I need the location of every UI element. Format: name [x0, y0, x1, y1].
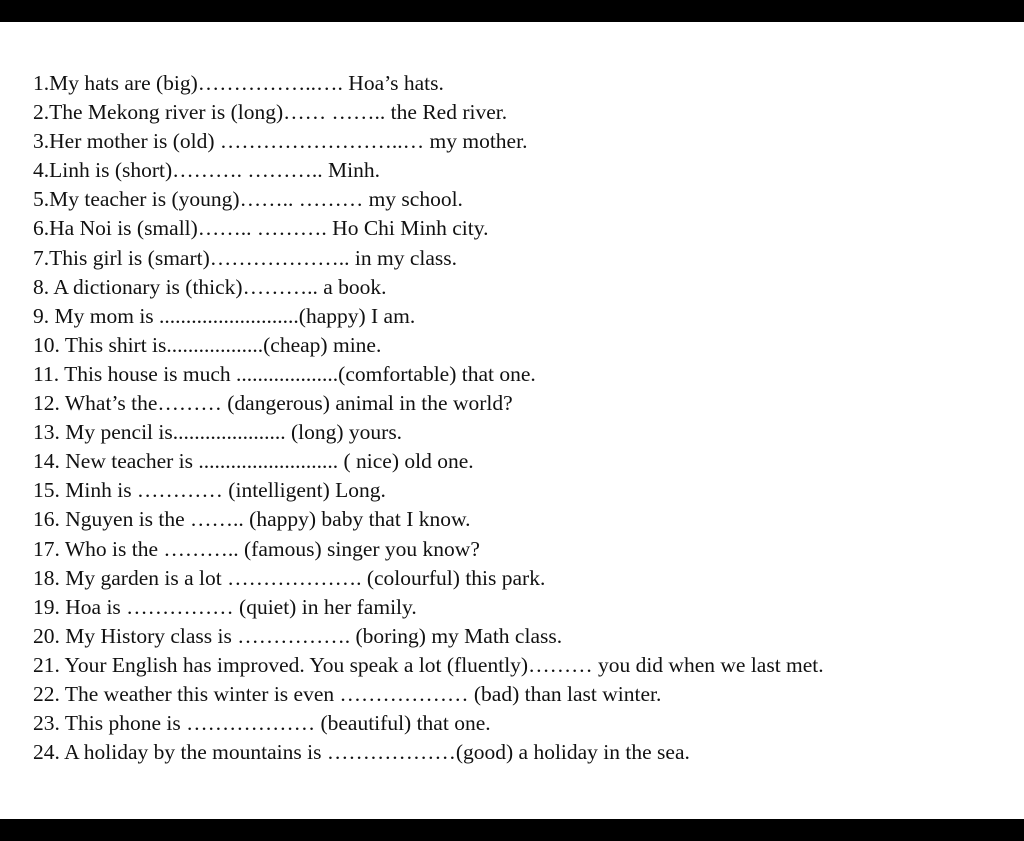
- exercise-item-17: 17. Who is the ……….. (famous) singer you know?: [33, 536, 480, 561]
- exercise-item-20: 20. My History class is ……………. (boring) my Math class.: [33, 623, 563, 648]
- exercise-item-8: 8. A dictionary is (thick)……….. a book.: [33, 274, 387, 299]
- exercise-item-16: 16. Nguyen is the …….. (happy) baby that I know.: [33, 507, 471, 532]
- exercise-item-9: 9. My mom is ..........................(happy) I am.: [33, 303, 416, 328]
- exercise-item-21: 21. Your English has improved. You speak a lot (fluently)……… you did when we last met.: [33, 652, 824, 677]
- exercise-item-10: 10. This shirt is..................(cheap) mine.: [33, 332, 382, 357]
- exercise-item-15: 15. Minh is ………… (intelligent) Long.: [33, 478, 386, 503]
- top-black-border: [0, 0, 1024, 22]
- exercise-item-7: 7.This girl is (smart)……………….. in my class.: [33, 245, 457, 270]
- exercise-sheet: [33, 69, 1018, 767]
- exercise-item-24: 24. A holiday by the mountains is ………………(good) a holiday in the sea.: [33, 740, 690, 765]
- exercise-item-2: 2.The Mekong river is (long)…… …….. the Red river.: [33, 100, 508, 125]
- exercise-item-18: 18. My garden is a lot ………………. (colourful) this park.: [33, 565, 546, 590]
- exercise-item-3: 3.Her mother is (old) ……………………..… my mother.: [33, 129, 528, 154]
- exercise-item-5: 5.My teacher is (young)…….. ……… my school.: [33, 187, 463, 212]
- exercise-item-22: 22. The weather this winter is even ……………… (bad) than last winter.: [33, 681, 662, 706]
- exercise-item-13: 13. My pencil is..................... (long) yours.: [33, 420, 403, 445]
- exercise-item-4: 4.Linh is (short)………. ……….. Minh.: [33, 158, 380, 183]
- exercise-item-6: 6.Ha Noi is (small)…….. ………. Ho Chi Minh city.: [33, 216, 489, 241]
- exercise-item-1: 1.My hats are (big)……………..…. Hoa’s hats.: [33, 71, 444, 95]
- bottom-black-border: [0, 819, 1024, 841]
- exercise-item-12: 12. What’s the……… (dangerous) animal in the world?: [33, 391, 513, 416]
- exercise-item-14: 14. New teacher is .......................... ( nice) old one.: [33, 449, 474, 474]
- exercise-item-23: 23. This phone is ……………… (beautiful) that one.: [33, 711, 491, 736]
- exercise-item-19: 19. Hoa is …………… (quiet) in her family.: [33, 594, 417, 619]
- exercise-item-11: 11. This house is much ...................(comfortable) that one.: [33, 361, 536, 386]
